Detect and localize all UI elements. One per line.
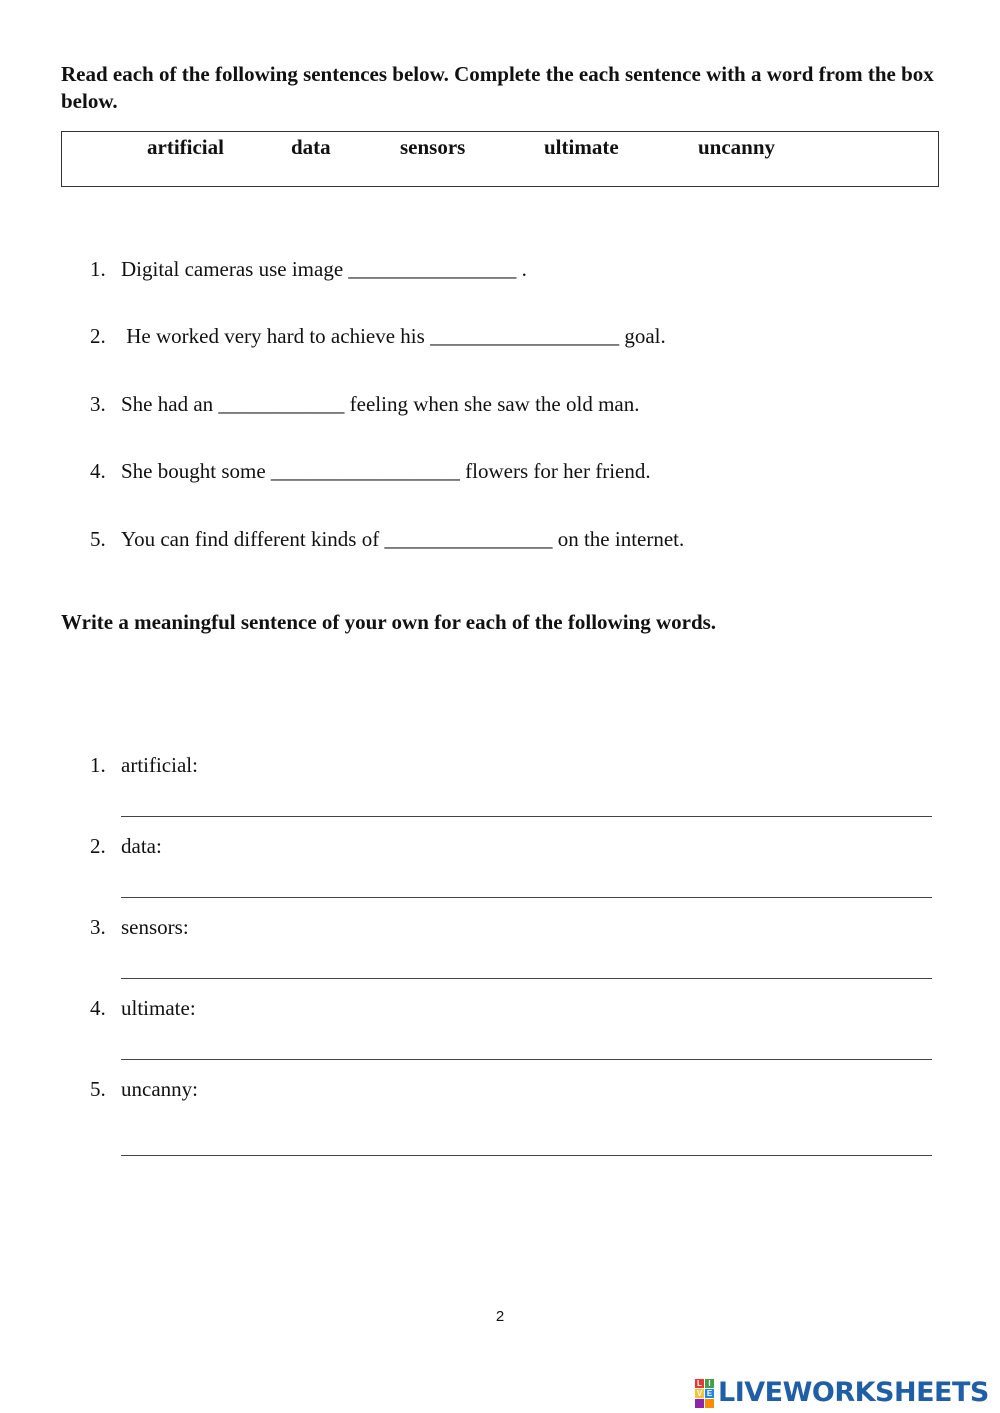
sentence-item-3 xyxy=(90,913,189,941)
fill-in-item-5 xyxy=(90,525,684,553)
item-number: 3. xyxy=(90,915,106,939)
logo-cell: L xyxy=(695,1379,704,1388)
sentence-item-5 xyxy=(90,1075,198,1103)
logo-cell: E xyxy=(706,1388,713,1398)
item-number: 5. xyxy=(90,527,106,551)
word-box xyxy=(61,131,939,187)
sentence-end: flowers for her friend. xyxy=(465,459,651,483)
answer-blank[interactable]: __________________ xyxy=(270,459,460,483)
answer-blank[interactable]: __________________ xyxy=(430,324,620,348)
sentence-end: feeling when she saw the old man. xyxy=(349,392,640,416)
sentence-start: You can find different kinds of xyxy=(121,527,385,551)
liveworksheets-brand[interactable] xyxy=(695,1376,989,1410)
sentence-start: She had an xyxy=(121,392,214,416)
brand-name: LIVEWORKSHEETS xyxy=(718,1377,989,1408)
fill-in-item-1 xyxy=(90,255,527,283)
word-box-item: data xyxy=(291,135,331,159)
item-number: 5. xyxy=(90,1077,106,1101)
item-number: 1. xyxy=(90,257,106,281)
page-number: 2 xyxy=(495,1308,505,1325)
answer-line[interactable] xyxy=(121,978,932,979)
word-box-item: artificial xyxy=(147,135,224,159)
item-number: 4. xyxy=(90,459,106,483)
word-box-item: sensors xyxy=(400,135,466,159)
logo-cell xyxy=(705,1399,714,1408)
vocab-word: ultimate: xyxy=(121,996,196,1020)
answer-blank[interactable]: ________________ xyxy=(348,257,517,281)
answer-line[interactable] xyxy=(121,1155,932,1156)
logo-cell: I xyxy=(705,1379,714,1388)
item-number: 3. xyxy=(90,392,106,416)
item-number: 2. xyxy=(90,324,106,348)
vocab-word: artificial: xyxy=(121,753,198,777)
item-number: 4. xyxy=(90,996,106,1020)
sentence-end: . xyxy=(521,257,527,281)
fill-in-item-3 xyxy=(90,390,640,418)
sentence-start: Digital cameras use image xyxy=(121,257,344,281)
answer-blank[interactable]: ____________ xyxy=(218,392,345,416)
answer-blank[interactable]: ________________ xyxy=(384,527,553,551)
sentence-item-4 xyxy=(90,994,196,1022)
liveworksheets-logo-icon xyxy=(695,1379,714,1408)
sentence-end: goal. xyxy=(624,324,666,348)
sentence-item-2 xyxy=(90,832,162,860)
sentence-item-1 xyxy=(90,751,198,779)
fill-in-item-4 xyxy=(90,457,651,485)
vocab-word: sensors: xyxy=(121,915,189,939)
word-box-item: uncanny xyxy=(698,135,776,159)
logo-cell xyxy=(695,1399,704,1408)
item-number: 1. xyxy=(90,753,106,777)
sentence-start: He worked very hard to achieve his xyxy=(121,324,431,348)
instruction-write-sentence: Write a meaningful sentence of your own for each of the following words. xyxy=(61,610,717,634)
instruction-fill-in: Read each of the following sentences below. Complete the each sentence with a word from the box below. xyxy=(61,62,934,113)
answer-line[interactable] xyxy=(121,1059,932,1060)
vocab-word: uncanny: xyxy=(121,1077,198,1101)
answer-line[interactable] xyxy=(121,897,932,898)
word-box-item: ultimate xyxy=(544,135,619,159)
answer-line[interactable] xyxy=(121,816,932,817)
sentence-start: She bought some xyxy=(121,459,271,483)
item-number: 2. xyxy=(90,834,106,858)
vocab-word: data: xyxy=(121,834,162,858)
sentence-end: on the internet. xyxy=(557,527,685,551)
fill-in-item-2 xyxy=(90,322,666,350)
logo-cell: V xyxy=(696,1388,703,1398)
